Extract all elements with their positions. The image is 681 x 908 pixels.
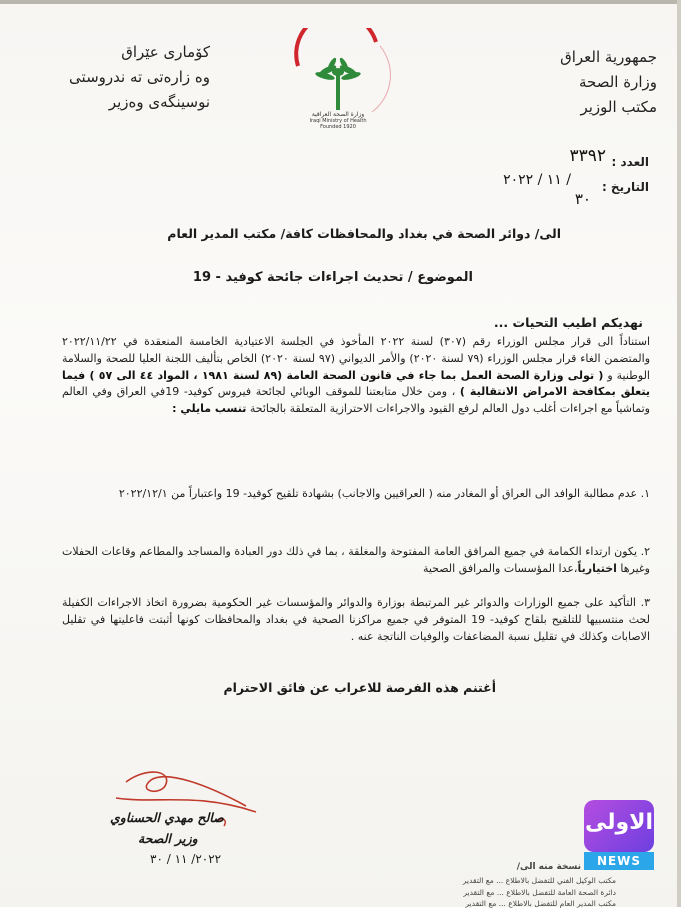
- page-edge-top: [0, 0, 681, 4]
- letterhead-line: مكتب الوزير: [580, 98, 657, 116]
- signatory-name: صالح مهدي الحسناوي: [110, 810, 224, 825]
- date-label: التاريخ :: [601, 180, 649, 194]
- number-value: ٣٣٩٢: [569, 146, 606, 166]
- number-label: العدد :: [611, 155, 649, 169]
- letterhead-line: كۆماری عێراق: [121, 43, 210, 61]
- logo-founded: Founded 1920: [320, 124, 356, 130]
- list-item: ٣. التأكيد على جميع الوزارات والدوائر غير المرتبطة بوزارة والدوائر والمؤسسات غير الحكومية بضرورة اتخاذ الاجراءات الكفيلة لحث منتسبيها للتلقيح بلقاح كوفيد- 19 المتوفر في جميع مراكزنا الصحية في بغداد والمحافظات كونها أثبتت فاعليتها في تقليل الاصابات وكذلك في تقليل نسبة المضاعفات والوفيات الناتجة عنه .: [62, 596, 650, 644]
- cc-line: مكتب الوكيل الفني للتفضل بالاطلاع ... مع التقدير: [462, 876, 616, 885]
- cc-heading: نسخة منه الى/: [516, 862, 581, 872]
- date-value: / ١١ / ٢٠٢٢: [503, 172, 571, 188]
- list-item: [62, 543, 650, 577]
- logo-caption-ar: وزارة الصحة العراقية: [311, 111, 365, 118]
- logo-caption: [298, 112, 378, 130]
- closing-line: أغتنم هذه الفرصة للاعراب عن فائق الاحترام: [223, 680, 496, 695]
- item-text: ،عدا المؤسسات والمرافق الصحية: [422, 562, 578, 576]
- recipient-line: الى/ دوائر الصحة في بغداد والمحافظات كافة/ مكتب المدير العام: [167, 226, 561, 241]
- item-text: ٢. يكون ارتداء الكمامة في جميع المرافق العامة المفتوحة والمغلقة ، بما في ذلك دور العبادة والمساجد والمطاعم وقاعات الحفلات وغيرها: [62, 545, 650, 576]
- signature-date: ٢٠٢٢/ ١١ / ٣٠: [150, 852, 222, 866]
- kurdish-letterhead: [40, 40, 210, 115]
- body-paragraph: [62, 334, 650, 418]
- cc-line: مكتب المدير العام للتفضل بالاطلاع ... مع التقدير: [465, 899, 616, 908]
- watermark-news: NEWS: [584, 852, 654, 870]
- news-watermark: [584, 800, 654, 870]
- watermark-text: الاولى: [584, 810, 654, 835]
- cc-line: دائرة الصحة العامة للتفضل بالاطلاع ... مع التقدير: [463, 888, 616, 897]
- page-edge-right: [677, 0, 681, 907]
- paragraph-text: استناداً الى قرار مجلس الوزراء رقم (٣٠٧) لسنة ٢٠٢٢ المأخوذ في الجلسة الاعتيادية الخامسة المنعقدة في ٢٠٢٢/١١/٢٢ والمتضمن الغاء قرار مجلس الوزراء (٧٩ لسنة ٢٠٢٠) والأمر الديواني (٩٧ لسنة ٢٠٢٠) الخاص بتأليف اللجنة العليا للصحة والسلامة الوطنية و: [62, 335, 651, 382]
- list-item: ١. عدم مطالبة الوافد الى العراق أو المغادر منه ( العراقيين والاجانب) بشهادة تلقيح كوفيد- 19 واعتباراً من ٢٠٢٢/١٢/١: [118, 487, 650, 500]
- subject-line: الموضوع / تحديث اجراءات جائحة كوفيد - 19: [192, 270, 473, 285]
- signatory-title: وزير الصحة: [138, 831, 198, 846]
- paragraph-bold: تنسب مايلي :: [172, 402, 247, 416]
- greeting-line: نهديكم اطيب التحيات ...: [493, 315, 643, 330]
- date-day: ٣٠: [574, 190, 591, 208]
- letterhead-line: وه زارەتی تە ندروستی: [69, 68, 210, 86]
- paragraph-bold: ( تولى وزارة الصحة العمل بما جاء في قانون الصحة العامة (٨٩ لسنة ١٩٨١ ، المواد ٤٤ الى ٥٧ ) فيما يتعلق بمكافحة الامراض الانتقالية ): [62, 368, 650, 399]
- arabic-letterhead: [487, 45, 657, 120]
- letterhead-line: نوسینگەی وەزیر: [108, 93, 210, 111]
- logo-caption-en: Iraqi Ministry of Health: [309, 118, 367, 124]
- paragraph-text: ، ومن خلال متابعتنا للموقف الوبائي لجائحة فيروس كوفيد- 19في العراق وفي العالم وتماشياً مع اجراءات أغلب دول العالم لرفع القيود والاجراءات الاحترازية المتعلقة بالجائحة: [62, 385, 650, 416]
- letterhead-line: جمهورية العراق: [560, 48, 657, 66]
- item-bold: اختيارياً: [577, 562, 617, 576]
- letterhead-line: وزارة الصحة: [579, 73, 657, 91]
